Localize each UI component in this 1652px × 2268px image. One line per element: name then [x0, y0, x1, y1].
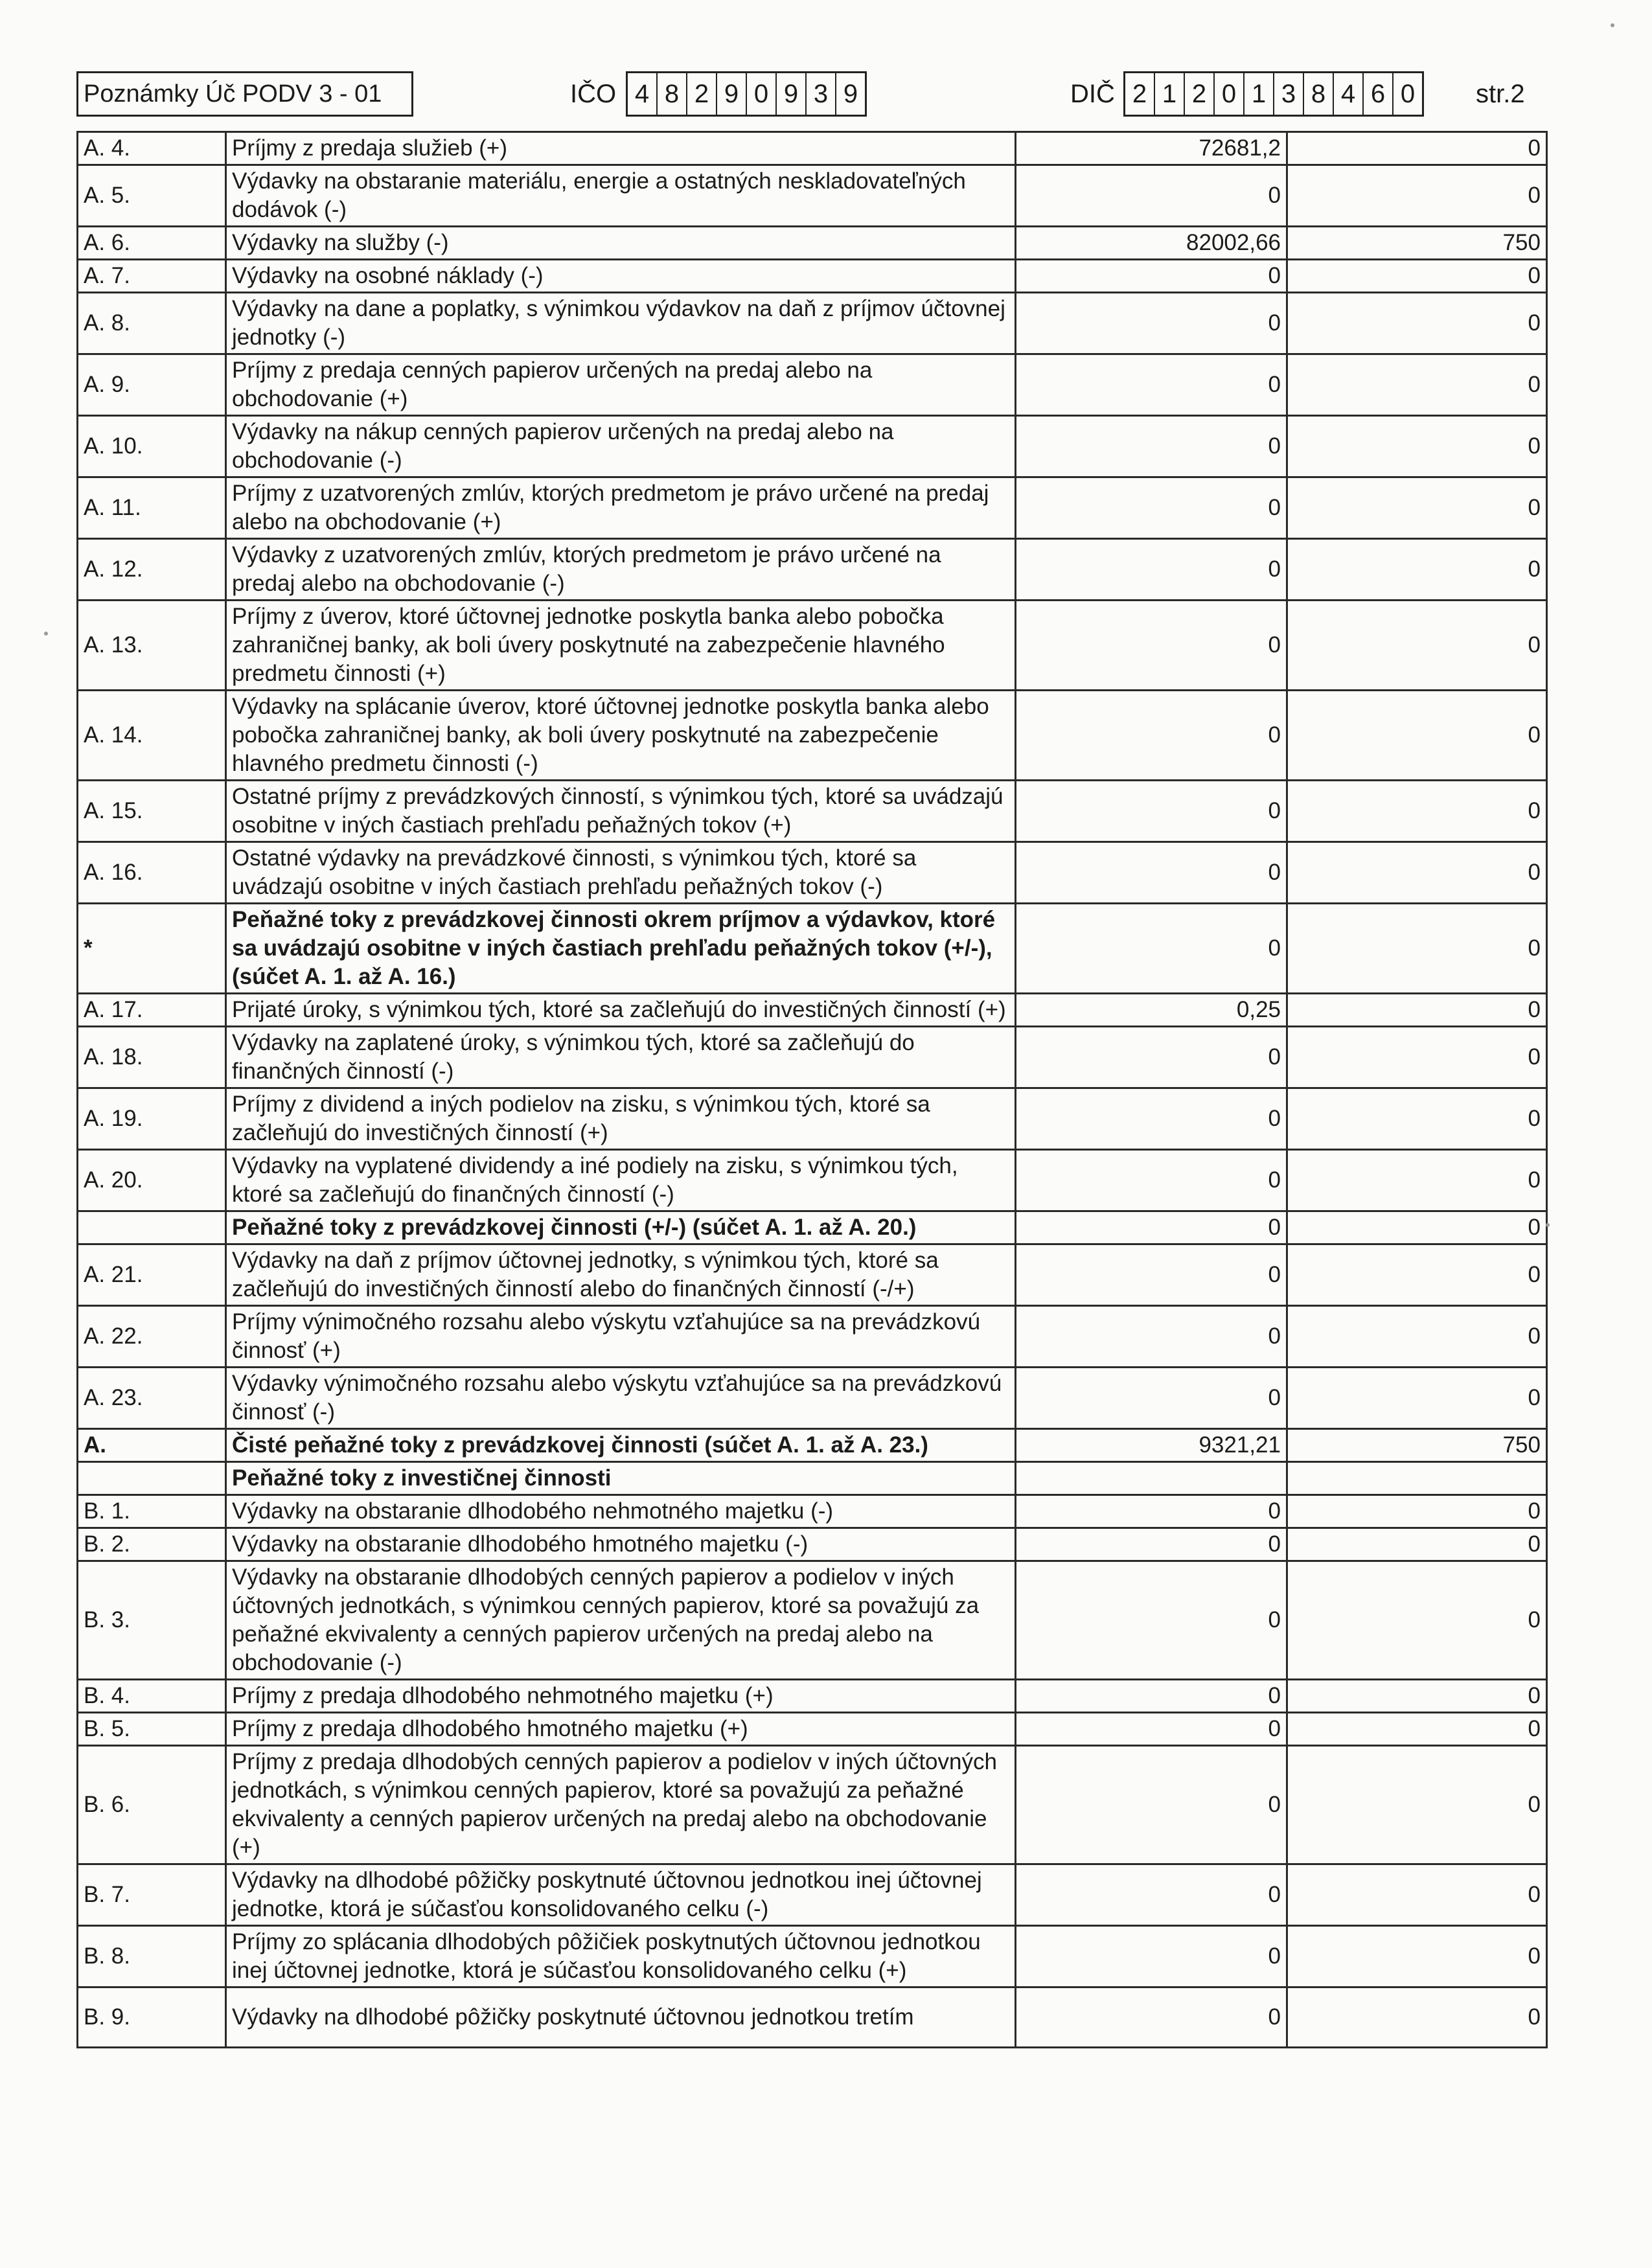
row-value-current: 0	[1016, 354, 1287, 416]
row-value-current: 0	[1016, 1746, 1287, 1864]
row-value-current: 0	[1016, 1864, 1287, 1926]
row-description: Príjmy z predaja dlhodobých cenných papierov a podielov v iných účtovných jednotkách, s výnimkou cenných papierov, ktoré sa považujú za peňažné ekvivalenty a cenných papierov určených na predaj alebo na obchodovanie (+)	[226, 1746, 1016, 1864]
row-code: A. 23.	[78, 1368, 226, 1429]
row-description: Príjmy z dividend a iných podielov na zisku, s výnimkou tých, ktoré sa začleňujú do investičných činností (+)	[226, 1088, 1016, 1150]
row-value-current: 0	[1016, 293, 1287, 354]
row-value-previous: 0	[1287, 781, 1547, 842]
row-value-current: 0	[1016, 1306, 1287, 1368]
row-value-previous: 0	[1287, 1027, 1547, 1088]
row-description: Čisté peňažné toky z prevádzkovej činnosti (súčet A. 1. až A. 23.)	[226, 1429, 1016, 1462]
row-value-current: 0	[1016, 1150, 1287, 1211]
row-value-previous: 0	[1287, 539, 1547, 601]
digit-box: 9	[717, 73, 747, 115]
row-description: Výdavky na daň z príjmov účtovnej jednotky, s výnimkou tých, ktoré sa začleňujú do investičných činností alebo do finančných činností (-/+)	[226, 1244, 1016, 1306]
digit-box: 6	[1364, 73, 1394, 115]
row-description: Výdavky na zaplatené úroky, s výnimkou tých, ktoré sa začleňujú do finančných činností (-)	[226, 1027, 1016, 1088]
row-value-current: 0	[1016, 416, 1287, 477]
row-code: A. 16.	[78, 842, 226, 904]
digit-box: 8	[658, 73, 687, 115]
table-row	[78, 1027, 1547, 1088]
digit-box: 4	[628, 73, 658, 115]
table-row	[78, 293, 1547, 354]
row-description: Ostatné príjmy z prevádzkových činností, s výnimkou tých, ktoré sa uvádzajú osobitne v iných častiach prehľadu peňažných tokov (+)	[226, 781, 1016, 842]
row-description: Príjmy z predaja dlhodobého hmotného majetku (+)	[226, 1713, 1016, 1746]
row-value-previous: 0	[1287, 1244, 1547, 1306]
row-code: B. 4.	[78, 1680, 226, 1713]
row-value-current: 0,25	[1016, 994, 1287, 1027]
row-description: Výdavky z uzatvorených zmlúv, ktorých predmetom je právo určené na predaj alebo na obchodovanie (-)	[226, 539, 1016, 601]
table-row	[78, 691, 1547, 781]
row-code: A. 9.	[78, 354, 226, 416]
row-value-previous: 0	[1287, 904, 1547, 994]
row-description: Výdavky na obstaranie dlhodobého nehmotného majetku (-)	[226, 1495, 1016, 1528]
row-value-current: 0	[1016, 1244, 1287, 1306]
table-row	[78, 1713, 1547, 1746]
table-row	[78, 1987, 1547, 2048]
row-code: A. 15.	[78, 781, 226, 842]
ico-digit-boxes	[626, 71, 867, 117]
row-value-current: 0	[1016, 1368, 1287, 1429]
row-description: Príjmy zo splácania dlhodobých pôžičiek poskytnutých účtovnou jednotkou inej účtovnej jednotke, ktorá je súčasťou konsolidovaného celku (+)	[226, 1926, 1016, 1987]
row-value-previous: 750	[1287, 227, 1547, 260]
row-description: Príjmy z uzatvorených zmlúv, ktorých predmetom je právo určené na predaj alebo na obchodovanie (+)	[226, 477, 1016, 539]
row-value-current: 0	[1016, 165, 1287, 227]
row-description: Výdavky výnimočného rozsahu alebo výskytu vzťahujúce sa na prevádzkovú činnosť (-)	[226, 1368, 1016, 1429]
row-description: Výdavky na služby (-)	[226, 227, 1016, 260]
digit-box: 2	[1185, 73, 1215, 115]
row-value-previous: 0	[1287, 1088, 1547, 1150]
table-row	[78, 601, 1547, 691]
row-value-previous: 0	[1287, 691, 1547, 781]
row-value-previous: 0	[1287, 1561, 1547, 1680]
digit-box: 0	[747, 73, 777, 115]
row-description: Prijaté úroky, s výnimkou tých, ktoré sa začleňujú do investičných činností (+)	[226, 994, 1016, 1027]
table-row	[78, 1211, 1547, 1244]
row-description: Príjmy výnimočného rozsahu alebo výskytu vzťahujúce sa na prevádzkovú činnosť (+)	[226, 1306, 1016, 1368]
row-code: B. 3.	[78, 1561, 226, 1680]
row-value-previous: 0	[1287, 1368, 1547, 1429]
row-value-previous: 0	[1287, 1713, 1547, 1746]
row-value-previous: 0	[1287, 1987, 1547, 2048]
scan-speck	[44, 632, 48, 636]
row-description: Výdavky na vyplatené dividendy a iné podiely na zisku, s výnimkou tých, ktoré sa začleňujú do finančných činností (-)	[226, 1150, 1016, 1211]
row-value-previous: 0	[1287, 1150, 1547, 1211]
table-row	[78, 1864, 1547, 1926]
digit-box: 3	[807, 73, 836, 115]
page-number: str.2	[1476, 80, 1525, 108]
row-description: Výdavky na obstaranie dlhodobého hmotného majetku (-)	[226, 1528, 1016, 1561]
row-code: A. 13.	[78, 601, 226, 691]
row-code: A. 10.	[78, 416, 226, 477]
table-row	[78, 132, 1547, 165]
row-code: A.	[78, 1429, 226, 1462]
row-code: B. 9.	[78, 1987, 226, 2048]
form-title: Poznámky Úč PODV 3 - 01	[76, 71, 413, 117]
row-code: B. 2.	[78, 1528, 226, 1561]
table-row	[78, 1495, 1547, 1528]
row-description: Výdavky na splácanie úverov, ktoré účtovnej jednotke poskytla banka alebo pobočka zahraničnej banky, ak boli úvery poskytnuté na zabezpečenie hlavného predmetu činnosti (-)	[226, 691, 1016, 781]
row-description: Príjmy z predaja dlhodobého nehmotného majetku (+)	[226, 1680, 1016, 1713]
cash-flow-table	[76, 131, 1548, 2048]
row-value-previous: 0	[1287, 293, 1547, 354]
table-row	[78, 1088, 1547, 1150]
row-value-previous: 0	[1287, 477, 1547, 539]
table-row	[78, 1429, 1547, 1462]
row-value-current: 0	[1016, 260, 1287, 293]
row-value-current: 0	[1016, 477, 1287, 539]
row-value-current: 0	[1016, 691, 1287, 781]
row-code: A. 5.	[78, 165, 226, 227]
row-value-previous: 0	[1287, 1211, 1547, 1244]
row-value-current: 0	[1016, 1561, 1287, 1680]
row-code: A. 6.	[78, 227, 226, 260]
row-value-current: 0	[1016, 1495, 1287, 1528]
ico-label: IČO	[570, 80, 617, 108]
table-row	[78, 1680, 1547, 1713]
row-code: A. 11.	[78, 477, 226, 539]
table-row	[78, 1368, 1547, 1429]
row-code: A. 21.	[78, 1244, 226, 1306]
table-row	[78, 994, 1547, 1027]
digit-box: 9	[777, 73, 807, 115]
table-row	[78, 1244, 1547, 1306]
row-code: *	[78, 904, 226, 994]
row-value-previous: 0	[1287, 1746, 1547, 1864]
row-value-previous: 0	[1287, 1864, 1547, 1926]
row-value-previous: 0	[1287, 416, 1547, 477]
table-row	[78, 260, 1547, 293]
table-row	[78, 165, 1547, 227]
row-value-previous: 0	[1287, 1495, 1547, 1528]
row-value-previous: 0	[1287, 1306, 1547, 1368]
row-value-current: 0	[1016, 1987, 1287, 2048]
table-row	[78, 781, 1547, 842]
row-value-current: 0	[1016, 601, 1287, 691]
row-value-current: 0	[1016, 1088, 1287, 1150]
row-description: Peňažné toky z investičnej činnosti	[226, 1462, 1016, 1495]
digit-box: 3	[1274, 73, 1304, 115]
digit-box: 1	[1155, 73, 1185, 115]
row-description: Výdavky na nákup cenných papierov určených na predaj alebo na obchodovanie (-)	[226, 416, 1016, 477]
row-description: Ostatné výdavky na prevádzkové činnosti, s výnimkou tých, ktoré sa uvádzajú osobitne v iných častiach prehľadu peňažných tokov (-)	[226, 842, 1016, 904]
row-value-previous: 0	[1287, 601, 1547, 691]
table-row	[78, 416, 1547, 477]
row-code: A. 20.	[78, 1150, 226, 1211]
row-value-current: 0	[1016, 1926, 1287, 1987]
row-code: A. 4.	[78, 132, 226, 165]
row-code: A. 7.	[78, 260, 226, 293]
row-code: B. 1.	[78, 1495, 226, 1528]
digit-box: 2	[1125, 73, 1155, 115]
row-description: Výdavky na obstaranie dlhodobých cenných papierov a podielov v iných účtovných jednotkách, s výnimkou cenných papierov, ktoré sa považujú za peňažné ekvivalenty a cenných papierov určených na predaj alebo na obchodovanie (-)	[226, 1561, 1016, 1680]
row-code: B. 7.	[78, 1864, 226, 1926]
dic-label: DIČ	[1070, 80, 1115, 108]
digit-box: 8	[1304, 73, 1334, 115]
row-value-current: 0	[1016, 904, 1287, 994]
digit-box: 9	[843, 80, 858, 108]
table-row	[78, 1926, 1547, 1987]
digit-box: 0	[1215, 73, 1245, 115]
table-row	[78, 1528, 1547, 1561]
row-description: Príjmy z úverov, ktoré účtovnej jednotke poskytla banka alebo pobočka zahraničnej banky, ak boli úvery poskytnuté na zabezpečenie hlavného predmetu činnosti (+)	[226, 601, 1016, 691]
row-value-current: 9321,21	[1016, 1429, 1287, 1462]
row-value-current	[1016, 1462, 1287, 1495]
row-value-current: 0	[1016, 842, 1287, 904]
digit-box: 2	[687, 73, 717, 115]
row-value-previous: 0	[1287, 842, 1547, 904]
row-value-previous: 0	[1287, 1680, 1547, 1713]
row-code	[78, 1462, 226, 1495]
scan-speck	[1611, 23, 1614, 27]
digit-box: 4	[1334, 73, 1364, 115]
row-description: Výdavky na dlhodobé pôžičky poskytnuté účtovnou jednotkou inej účtovnej jednotke, ktorá je súčasťou konsolidovaného celku (-)	[226, 1864, 1016, 1926]
digit-box: 1	[1245, 73, 1274, 115]
row-value-previous: 0	[1287, 1926, 1547, 1987]
row-value-current: 0	[1016, 1211, 1287, 1244]
row-value-previous	[1287, 1462, 1547, 1495]
table-row	[78, 354, 1547, 416]
table-row	[78, 842, 1547, 904]
row-code: B. 5.	[78, 1713, 226, 1746]
table-row	[78, 539, 1547, 601]
row-code: B. 8.	[78, 1926, 226, 1987]
row-code: A. 18.	[78, 1027, 226, 1088]
scan-speck	[1546, 1223, 1550, 1227]
row-code: A. 14.	[78, 691, 226, 781]
row-value-current: 82002,66	[1016, 227, 1287, 260]
digit-box: 0	[1400, 80, 1416, 108]
row-code: A. 22.	[78, 1306, 226, 1368]
row-description: Výdavky na osobné náklady (-)	[226, 260, 1016, 293]
table-row	[78, 1746, 1547, 1864]
row-value-current: 0	[1016, 1027, 1287, 1088]
table-row	[78, 227, 1547, 260]
row-description: Príjmy z predaja služieb (+)	[226, 132, 1016, 165]
row-value-previous: 750	[1287, 1429, 1547, 1462]
row-value-previous: 0	[1287, 354, 1547, 416]
row-code	[78, 1211, 226, 1244]
row-description: Peňažné toky z prevádzkovej činnosti (+/-) (súčet A. 1. až A. 20.)	[226, 1211, 1016, 1244]
table-row	[78, 477, 1547, 539]
row-value-previous: 0	[1287, 165, 1547, 227]
row-code: B. 6.	[78, 1746, 226, 1864]
row-code: A. 19.	[78, 1088, 226, 1150]
dic-digit-boxes	[1123, 71, 1424, 117]
row-value-current: 0	[1016, 781, 1287, 842]
table-row	[78, 1150, 1547, 1211]
row-code: A. 8.	[78, 293, 226, 354]
row-value-current: 0	[1016, 1528, 1287, 1561]
row-description: Peňažné toky z prevádzkovej činnosti okrem príjmov a výdavkov, ktoré sa uvádzajú osobitne v iných častiach prehľadu peňažných tokov (+/-), (súčet A. 1. až A. 16.)	[226, 904, 1016, 994]
row-code: A. 12.	[78, 539, 226, 601]
row-value-previous: 0	[1287, 1528, 1547, 1561]
table-row	[78, 1306, 1547, 1368]
table-row	[78, 1561, 1547, 1680]
row-description: Výdavky na obstaranie materiálu, energie a ostatných neskladovateľných dodávok (-)	[226, 165, 1016, 227]
row-value-previous: 0	[1287, 132, 1547, 165]
row-value-current: 0	[1016, 1680, 1287, 1713]
row-value-previous: 0	[1287, 260, 1547, 293]
table-row	[78, 904, 1547, 994]
row-value-current: 0	[1016, 1713, 1287, 1746]
row-value-current: 72681,2	[1016, 132, 1287, 165]
row-value-current: 0	[1016, 539, 1287, 601]
row-code: A. 17.	[78, 994, 226, 1027]
row-description: Príjmy z predaja cenných papierov určených na predaj alebo na obchodovanie (+)	[226, 354, 1016, 416]
row-value-previous: 0	[1287, 994, 1547, 1027]
table-row	[78, 1462, 1547, 1495]
row-description: Výdavky na dlhodobé pôžičky poskytnuté účtovnou jednotkou tretím	[226, 1987, 1016, 2048]
row-description: Výdavky na dane a poplatky, s výnimkou výdavkov na daň z príjmov účtovnej jednotky (-)	[226, 293, 1016, 354]
